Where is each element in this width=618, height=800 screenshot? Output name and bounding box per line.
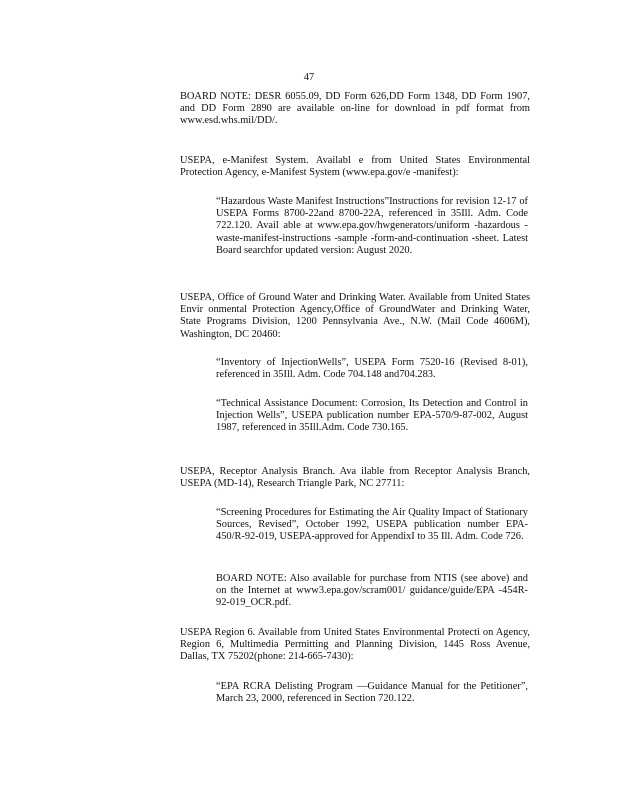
rcra-delisting-guidance-reference: “EPA RCRA Delisting Program —Guidance Manual for the Petitioner”, March 23, 2000, referenced in Section 720.122. [216, 681, 528, 705]
board-note-ntis: BOARD NOTE: Also available for purchase from NTIS (see above) and on the Internet at www3.epa.gov/scram001/ guidance/guide/EPA -454R-92-019_OCR.pdf. [216, 573, 528, 609]
usepa-receptor-analysis-entry: USEPA, Receptor Analysis Branch. Ava ilable from Receptor Analysis Branch, USEPA (MD-14), Research Triangle Park, NC 27711: [180, 466, 530, 490]
usepa-e-manifest-entry: USEPA, e-Manifest System. Availabl e from United States Environmental Protection Agency, e-Manifest System (www.epa.gov/e -manifest): [180, 155, 530, 179]
hazardous-waste-manifest-reference: “Hazardous Waste Manifest Instructions”Instructions for revision 12-17 of USEPA Forms 8700-22and 8700-22A, referenced in 35Ill. Adm. Code 722.120. Avail able at www.epa.gov/hwgenerators/uniform -hazardous -waste-manifest-instructions -sample -form-and-continuation -sheet. Latest Board searchfor updated version: August 2020. [216, 196, 528, 256]
technical-assistance-document-reference: “Technical Assistance Document: Corrosion, Its Detection and Control in Injection Wells”, USEPA publication number EPA-570/9-87-002, August 1987, referenced in 35Ill.Adm. Code 730.165. [216, 398, 528, 434]
page-number: 47 [303, 72, 315, 83]
board-note-dd-forms: BOARD NOTE: DESR 6055.09, DD Form 626,DD Form 1348, DD Form 1907, and DD Form 2890 are available on-line for download in pdf format from www.esd.whs.mil/DD/. [180, 91, 530, 127]
usepa-ground-water-entry: USEPA, Office of Ground Water and Drinking Water. Available from United States Envir onmental Protection Agency,Office of GroundWater and Drinking Water, State Programs Division, 1200 Pennsylvania Ave., N.W. (Mail Code 4606M), Washington, DC 20460: [180, 292, 530, 340]
screening-procedures-reference: “Screening Procedures for Estimating the Air Quality Impact of Stationary Sources, Revised”, October 1992, USEPA publication number EPA-450/R-92-019, USEPA-approved for AppendixI to 35 Ill. Adm. Code 726. [216, 507, 528, 543]
usepa-region-6-entry: USEPA Region 6. Available from United States Environmental Protecti on Agency, Region 6, Multimedia Permitting and Planning Division, 1445 Ross Avenue, Dallas, TX 75202(phone: 214-665-7430): [180, 627, 530, 663]
inventory-injection-wells-reference: “Inventory of InjectionWells”, USEPA Form 7520-16 (Revised 8-01), referenced in 35Ill. Adm. Code 704.148 and704.283. [216, 357, 528, 381]
